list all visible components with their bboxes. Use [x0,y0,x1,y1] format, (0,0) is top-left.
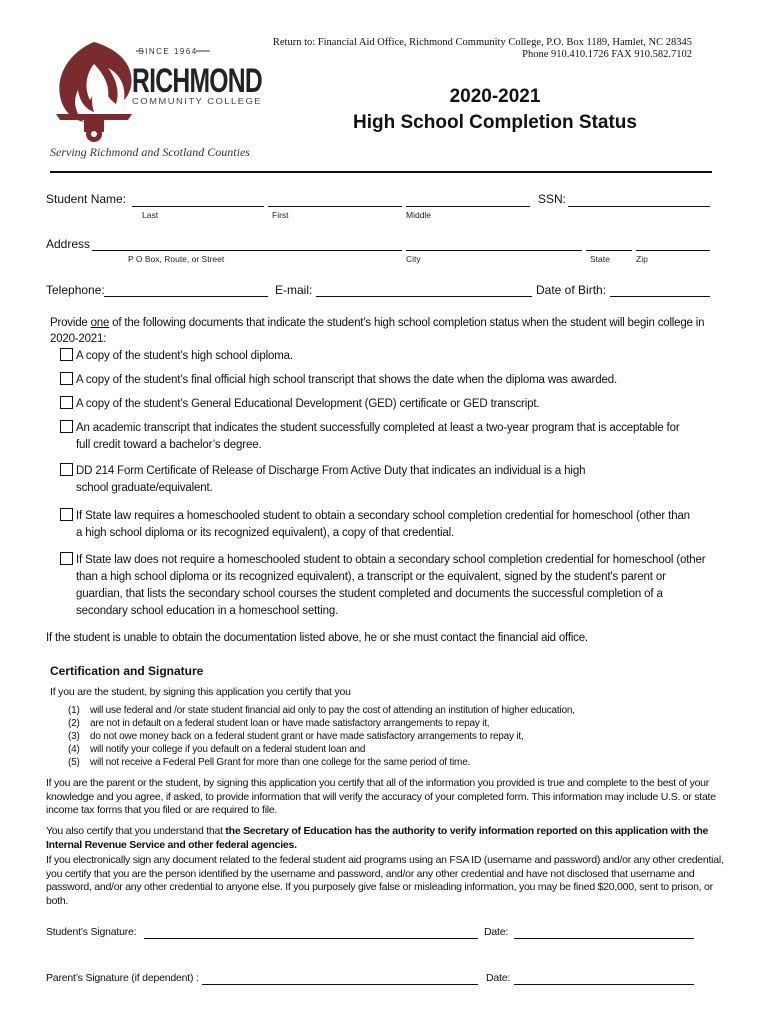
return-address [273,37,692,61]
homeschool-credential-checkbox[interactable] [60,508,73,521]
option-text-cont: guardian, that lists the secondary school courses the student completed and documents the successful completion of a [76,588,663,600]
transcript-checkbox[interactable] [60,372,73,385]
list-item [68,756,575,769]
option-dd214 [60,463,585,497]
ssn-label: SSN: [538,192,567,206]
option-text-cont: a high school diploma or its recognized equivalent), a copy of that credential. [76,527,455,539]
item-num: (1) [68,705,80,716]
telephone-label: Telephone: [46,283,105,297]
city-field[interactable] [406,250,582,251]
certify-bold: the Secretary of Education has the authority to verify information reported on this application with the Internal Revenue Service and other federal agencies. [46,825,709,851]
list-item [68,743,575,756]
telephone-field[interactable] [104,296,268,297]
option-ged [60,396,539,413]
certify-pre: You also certify that you understand that [46,825,226,837]
serving-tagline: Serving Richmond and Scotland Counties [50,145,250,159]
zip-field[interactable] [636,250,710,251]
option-diploma [60,348,293,365]
option-text: An academic transcript that indicates the student successfully completed at least a two-year program that is acceptable for [76,422,680,434]
student-signature-label: Student’s Signature: [46,926,137,938]
middle-caption: Middle [406,210,432,220]
address-label: Address [46,237,91,251]
middle-name-field[interactable] [406,206,530,207]
page-title [330,84,660,136]
dd214-checkbox[interactable] [60,463,73,476]
richmond-logo [50,34,265,146]
option-homeschool-transcript [60,552,705,620]
parent-date-field[interactable] [514,984,694,985]
option-text: A copy of the student’s final official high school transcript that shows the date when the diploma was awarded. [76,374,618,386]
return-line-2: Phone 910.410.1726 FAX 910.582.7102 [522,49,692,60]
item-text: will use federal and /or state student financial aid only to pay the cost of attending an institution of higher education, [90,705,575,716]
student-signature-field[interactable] [144,938,478,939]
unable-notice: If the student is unable to obtain the documentation listed above, he or she must contact the financial aid office. [46,632,588,644]
state-caption: State [590,254,610,264]
diploma-checkbox[interactable] [60,348,73,361]
intro-post: of the following documents that indicate the student’s high school completion status when the student will begin college in 2020-2021: [50,317,705,345]
option-text-cont: full credit toward a bachelor’s degree. [76,439,262,451]
item-text: do not owe money back on a federal student grant or have made satisfactory arrangements to repay it, [90,731,524,742]
certification-list [68,704,575,769]
street-field[interactable] [92,250,402,251]
college-name: RICHMOND [132,62,263,100]
return-line-1: Return to: Financial Aid Office, Richmond Community College, P.O. Box 1189, Hamlet, NC 28345 [272,37,692,48]
email-label: E-mail: [275,283,313,297]
option-text: If State law does not require a homeschooled student to obtain a secondary school completion credential for homeschool (other [76,554,706,566]
street-caption: P O Box, Route, or Street [128,254,225,264]
intro-one: one [90,317,110,329]
parent-signature-label: Parent’s Signature (if dependent) : [46,972,199,984]
city-caption: City [406,254,421,264]
last-caption: Last [142,210,159,220]
option-text-cont: secondary school education in a homeschool setting. [76,605,339,617]
item-num: (2) [68,718,80,729]
email-field[interactable] [316,296,532,297]
parent-certify-paragraph: If you are the parent or the student, by signing this application you certify that all of the information you provided is true and complete to the best of your knowledge and you agree, if asked, to provide information that will verify the accuracy of your completed form. This information may include U.S. or state income tax forms that you filed or are required to file. [46,777,716,816]
option-text: DD 214 Form Certificate of Release of Discharge From Active Duty that indicates an individual is a high [76,465,586,477]
dob-field[interactable] [610,296,710,297]
certification-intro: If you are the student, by signing this application you certify that you [50,686,351,698]
student-name-label: Student Name: [46,192,127,206]
item-num: (3) [68,731,80,742]
student-date-label: Date: [484,926,509,938]
option-text-cont: than a high school diploma or its recognized equivalent), a transcript or the equivalent, signed by the student's parent or [76,571,666,583]
option-text: If State law requires a homeschooled student to obtain a secondary school completion credential for homeschool (other than [76,510,690,522]
ssn-field[interactable] [568,206,710,207]
list-item [68,717,575,730]
certification-heading: Certification and Signature [50,664,204,678]
flame-icon [56,42,132,142]
fsa-paragraph: If you electronically sign any document related to the federal student aid programs using an FSA ID (username and password) and/or any other credential, you certify that you are the person identified by the username and password, and/or any other credential and have not disclosed that username and password, and/or any other credential to anyone else. If you purposely give false or misleading information, you may be fined $20,000, sent to prison, or both. [46,854,724,907]
student-date-field[interactable] [514,938,694,939]
title-text: High School Completion Status [353,112,637,133]
college-sub: COMMUNITY COLLEGE [132,96,262,106]
option-transcript [60,372,617,389]
ged-checkbox[interactable] [60,396,73,409]
option-homeschool-credential [60,508,690,542]
state-field[interactable] [586,250,632,251]
option-text: A copy of the student’s General Educational Development (GED) certificate or GED transcript. [76,398,540,410]
zip-caption: Zip [636,254,648,264]
option-text: A copy of the student’s high school diploma. [76,350,293,362]
list-item [68,704,575,717]
since-label: SINCE 1964 [138,47,198,56]
title-year: 2020-2021 [449,86,541,107]
first-caption: First [272,210,289,220]
item-text: will not receive a Federal Pell Grant for more than one college for the same period of time. [90,757,471,768]
first-name-field[interactable] [268,206,402,207]
instructions-intro [50,315,725,347]
option-text-cont: school graduate/equivalent. [76,482,213,494]
intro-pre: Provide [50,317,91,329]
parent-signature-field[interactable] [202,984,478,985]
academic-checkbox[interactable] [60,420,73,433]
dob-label: Date of Birth: [536,283,607,297]
item-num: (5) [68,757,80,768]
item-text: are not in default on a federal student loan or have made satisfactory arrangements to repay it, [90,718,490,729]
item-num: (4) [68,744,80,755]
item-text: will notify your college if you default on a federal student loan and [90,744,366,755]
secretary-paragraph [46,825,726,852]
homeschool-transcript-checkbox[interactable] [60,552,73,565]
last-name-field[interactable] [132,206,264,207]
parent-date-label: Date: [486,972,511,984]
list-item [68,730,575,743]
option-academic-transcript [60,420,680,454]
header-divider [50,171,712,173]
